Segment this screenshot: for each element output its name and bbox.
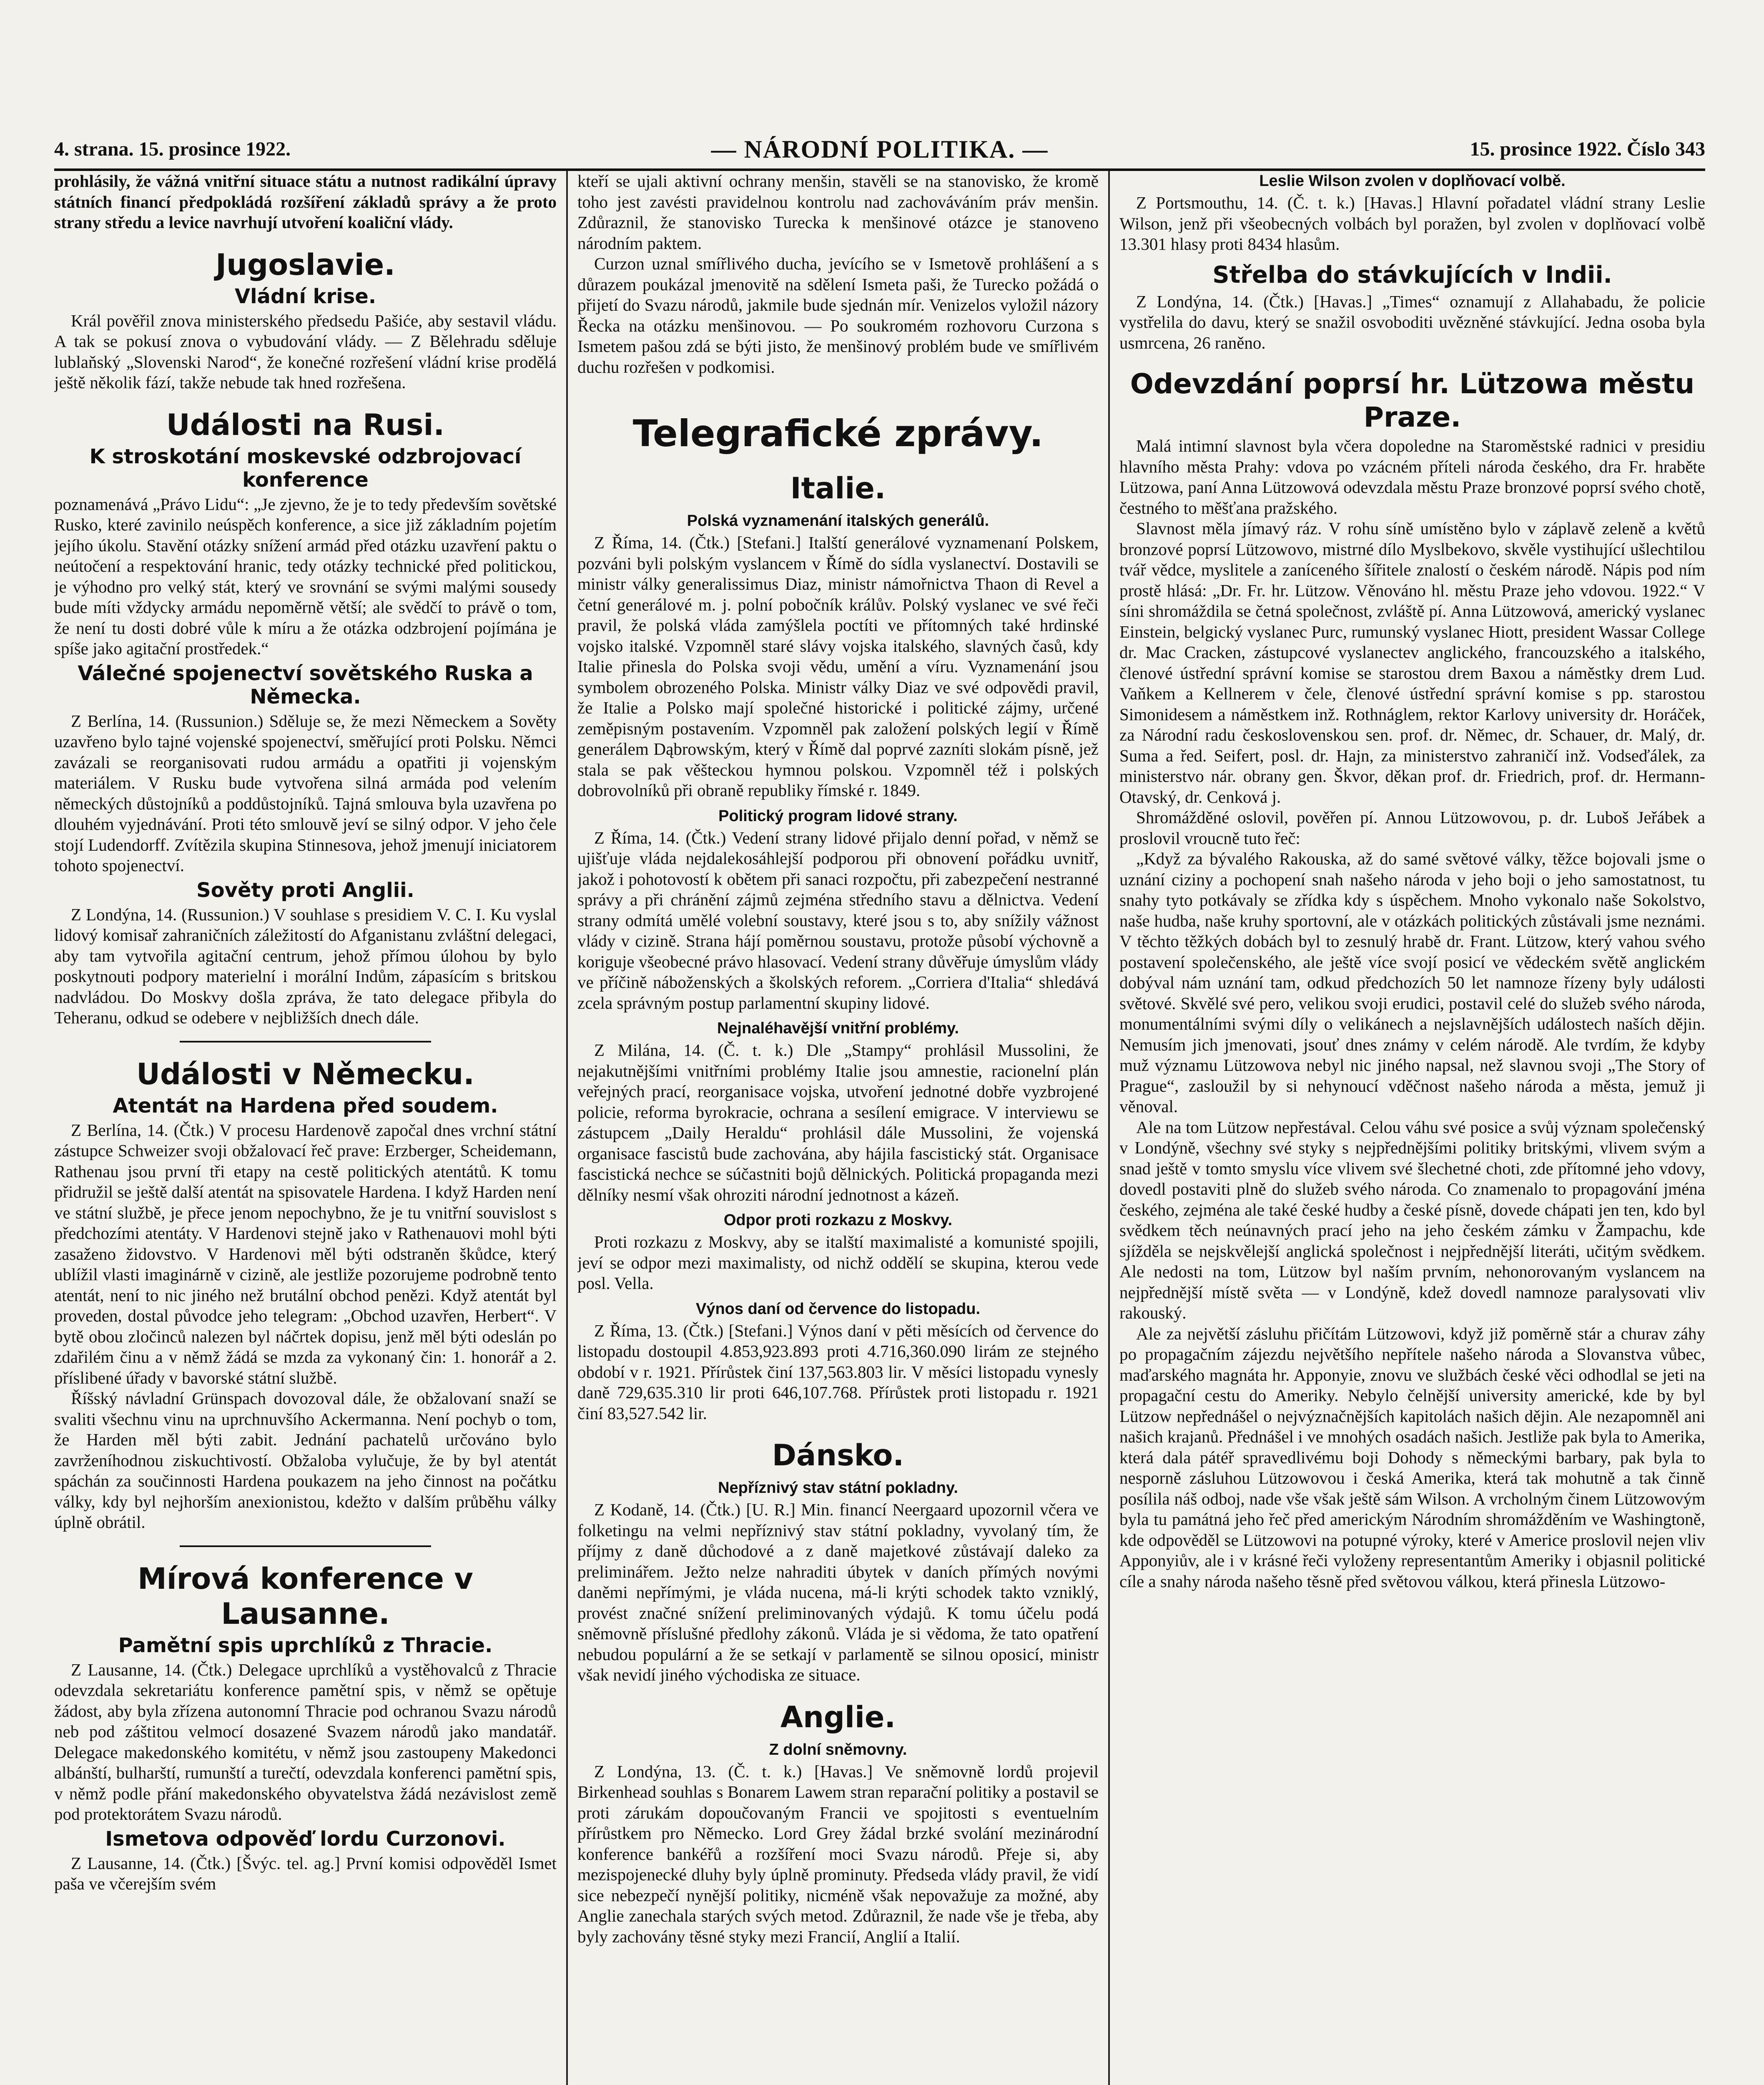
article-title-leslie-wilson: Leslie Wilson zvolen v doplňovací volbě. [1259, 172, 1566, 190]
article-title-vnitrni-problemy: Nejnaléhavější vnitřní problémy. [717, 1020, 959, 1037]
article-title-odzbrojovaci-konference: K stroskotání moskevské odzbrojovací konference [89, 445, 522, 492]
column-2 [577, 171, 1099, 2085]
column-divider-1 [566, 171, 568, 2085]
article-title-strelba-indie: Střelba do stávkujících v Indii. [1212, 261, 1612, 289]
article-paragraph: Z Milána, 14. (Č. t. k.) Dle „Stampy“ prohlásil Mussolini, že nejakutnějšími vnitřními problémy Italie jsou amnestie, racionelní plán veřejných prací, reorganisace vojska, utvoření jednotné dobře vyzbrojené policie, reforma byrokracie, ochrana a sesílení emigrace. V interviewu se zástupcem „Daily Heraldu“ prohlásil dále Mussolini, že vojenská organisace fascistů bude zachována, aby hájila fascistický stát. Organisace fascistická nechce se súčastniti bojů dělnických. Politická propaganda mezi dělníky nesmí však ohroziti národní jednotnost a kázeň. [577, 1040, 1099, 1204]
section-title-italie: Italie. [790, 471, 886, 505]
article-continuation: prohlásily, že vážná vnitřní situace státu a nutnost radikální úpravy státních financí předpokládá rozšíření základů správy a že proto strany středu a levice navrhují utvoření koaliční vlády. [54, 171, 557, 232]
section-title-anglie: Anglie. [780, 1700, 896, 1734]
article-paragraph: Z Kodaně, 14. (Čtk.) [U. R.] Min. financí Neergaard upozornil včera ve folketingu na velmi nepříznivý stav státní pokladny, vyvolaný tím, že příjmy z daně důchodové a z daně majetkové zůstávají daleko za preliminářem. Ježto nelze nahraditi úbytek v daních přímých novými daněmi nepřímými, je vláda nucena, má-li krýti schodek takto vzniklý, provést značné snížení preliminovaných výdajů. K tomu účelu podá sněmovně příslušné předlohy zákonů. Vláda je si vědoma, že tato opatření nebudou populární a že se setkají v parlamentě se silnou oposicí, ministr však nevidí jiného východiska ze situace. [577, 1500, 1099, 1684]
column-1 [54, 171, 557, 2085]
article-paragraph: Proti rozkazu z Moskvy, aby se italští maximalisté a komunisté spojili, jeví se odpor mezi maximalisty, od nichž oddělí se skupina, kterou vede posl. Vella. [577, 1232, 1099, 1293]
article-paragraph: Z Londýna, 13. (Č. t. k.) [Havas.] Ve sněmovně lordů projevil Birkenhead souhlas s Bonarem Lawem stran reparační politiky a postavil se proti zárukám dopoučovaným Francii ve spojitosti s eventuelním přírůstkem pro Německo. Lord Grey žádal brzké svolání mezinárodní konference bankéřů a rozšíření moci Svazu národů. Přeje si, aby mezispojenecké dluhy byly úplně prominuty. Předseda vlády pravil, že vidí sice nebezpečí nynější politiky, nicméně však nepovažuje za možné, aby Anglie zanechala starých svých metod. Zdůraznil, že nade vše je třeba, aby byly zachovány těsné styky mezi Francií, Anglií a Italií. [577, 1761, 1099, 1946]
article-paragraph: Z Říma, 14. (Čtk.) [Stefani.] Italští generálové vyznamenaní Polskem, pozváni byli polským vyslancem v Římě do sídla vyslanectví. Dostavili se ministr války generalissimus Diaz, ministr námořnictva Thaon di Revel a četní generálové m. j. polní pobočník králův. Polský vyslanec ve své řeči pravil, že polská vláda zamýšlela poctíti ve přítomných také hrdinské vojsko italské. Vzpomněl staré slávy vojska italského, slavných časů, kdy Italie přinesla do Polska svoji vědu, umění a víru. Vyznamenání jsou symbolem obrozeného Polska. Ministr války Diaz ve své odpovědi pravil, že Italie a Polsko mají společné historické i politické zájmy, určené zeměpisným postavením. Vzpomněl pak založení polských legií v Římě generálem Dąbrowským, který v Římě dal poprvé zazníti slokám písně, jež stala se pak věšteckou hymnou polskou. Vzpomněl též i polských dobrovolníků při obraně republiky římské r. 1849. [577, 533, 1099, 800]
header-issue-date: 15. prosince 1922. Číslo 343 [1470, 138, 1705, 160]
article-title-atentat-na-hardena: Atentát na Hardena před soudem. [113, 1094, 498, 1118]
article-continuation: kteří se ujali aktivní ochrany menšin, stavěli se na stanovisko, že kromě toho jest zavésti pravidelnou kontrolu nad zachováváním práv menšin. Zdůraznil, že stanovisko Turecka k menšinové otázce je stanoveno národním paktem. [577, 171, 1099, 253]
article-paragraph: Z Berlína, 14. (Russunion.) Sděluje se, že mezi Německem a Sověty uzavřeno bylo tajné vojenské spojenectví, směřující proti Polsku. Němci zavázali se reorganisovati rudou armádu a opatřiti ji vojenským materiálem. V Rusku bude vytvořena silná armáda pod velením německých důstojníků a poddůstojníků. Tajná smlouva byla uzavřena po dlouhém vyjednávání. Proti této smlouvě jeví se silný odpor. V jeho čele stojí Ludendorff. Zvítězila skupina Stinnesova, jehož jmenují iniciatorem tohoto spojenectví. [54, 711, 557, 875]
article-paragraph: Z Londýna, 14. (Russunion.) V souhlase s presidiem V. C. I. Ku vyslal lidový komisař zahraničních záležitostí do Afganistanu zvláštní delegaci, aby tam vytvořila agitační centrum, jehož přímou úlohou by bylo poskytnouti podpory materielní i morální Indům, zápasícím s britskou nadvládou. Do Moskvy došla zpráva, že tato delegace přibyla do Teheranu, odkud se odebere v nejbližších dnech dále. [54, 904, 557, 1027]
article-title-ismetova-odpoved: Ismetova odpověď lordu Curzonovi. [105, 1827, 506, 1851]
article-title-valecne-spojenectvi: Válečné spojenectví sovětského Ruska a Německa. [78, 661, 533, 708]
article-title-pametni-spis: Pamětní spis uprchlíků z Thracie. [118, 1633, 493, 1657]
section-title-dansko: Dánsko. [772, 1438, 904, 1472]
header-page-number: 4. strana. 15. prosince 1922. [54, 138, 291, 160]
page-header [54, 138, 1705, 167]
article-paragraph: Z Berlína, 14. (Čtk.) V procesu Hardenově započal dnes vrchní státní zástupce Schweizer svoji obžalovací řeč prave: Erzberger, Scheidemann, Rathenau jsou první tři etapy na cestě politických atentátů. K tomu přidružil se ještě další atentát na spisovatele Hardena. I když Harden není ve státní službě, je přece jenom nepochybno, že je tu vnitřní souvislost s předchozími atentáty. V Hardenovi stejně jako v Rathenauovi mohl býti zasaženo židovstvo. V Hardenovi měl býti odstraněn škůdce, který ublížil vlasti imaginárně v cizině, ale jestliže pozorujeme podrobně tento atentát, není to nic jiného než brutální obchod penězi. Když atentát byl proveden, dostal původce jeho telegram: „Obchod uzavřen, Herbert“. V bytě obou zločinců nalezen byl náčrtek dopisu, jenž měl býti odeslán po zdařilém činu a v němž žádá se mzda za vykonaný čin: 1. honorář a 2. příslibené úřady v bavorské státní službě. [54, 1120, 557, 1387]
section-title-nemecko: Události v Německu. [136, 1057, 474, 1091]
article-paragraph: Z Říma, 14. (Čtk.) Vedení strany lidové přijalo denní pořad, v němž se ujišťuje vláda nejdalekosáhlejší podporou při obnovení pořádku uvnitř, jakož i pohotovostí k obětem při sanaci rozpočtu, při zabezpečení nestranné správy a při chránění zájmů zejména středního stavu a dělnictva. Vedení strany odmítá umělé volební soustavy, které jsou s to, aby snížily vážnost vlády v cizině. Strana hájí poměrnou soustavu, protože působí výchovně a koriguje všeobecné právo hlasovací. Vedení strany důvěřuje úmyslům vlády ve příčině náboženských a školských reforem. „Corriera d'Italia“ shledává zcela správným postup parlamentní skupiny lidové. [577, 828, 1099, 1012]
column-3 [1119, 171, 1705, 2085]
article-title-sovety-proti-anglii: Sověty proti Anglii. [196, 878, 414, 902]
article-paragraph: Curzon uznal smířlivého ducha, jevícího se v Ismetově prohlášení a s důrazem poukázal jmenovitě na sdělení Ismeta paši, že Turecko požádá o přijetí do Svazu národů, jakmile bude sjednán mír. Venizelos vyložil názory Řecka na otázku menšinovou. — Po soukromém rozhovoru Curzona s Ismetem pašou zdá se býti jisto, že menšinový problém bude ve smířlivém duchu rozřešen v podkomisi. [577, 254, 1099, 377]
article-title-politicky-program: Politický program lidové strany. [718, 807, 958, 825]
article-paragraph: Říšský návladní Grünspach dovozoval dále, že obžalovaní snaží se svaliti všechnu vinu na uprchnuvšího Ackermanna. Není pochyb o tom, že Harden měl býti zabit. Jednání pachatelů určováno bylo zavrženíhodnou ziskuchtivostí. Obžaloba vylučuje, že by byl atentát spáchán za součinnosti Hardena poukazem na jeho činnost na počátku války, kdy byl nejhorším anexionistou, kdežto v dalším průběhu války úplně obrátil. [54, 1389, 557, 1532]
masthead-title: — NÁRODNÍ POLITIKA. — [711, 136, 1049, 163]
article-paragraph: Malá intimní slavnost byla včera dopoledne na Staroměstské radnici v presidiu hlavního města Prahy: vdova po vzácném příteli národa českého, dra Fr. hraběte Lützowa, paní Anna Lützowová odevzdala městu Praze bronzové poprsí svého chotě, čestného to měšťana pražského. [1119, 436, 1705, 517]
article-paragraph: Z Londýna, 14. (Čtk.) [Havas.] „Times“ oznamují z Allahabadu, že policie vystřelila do davu, který se snažil osvoboditi uvězněné stávkující. Jedna osoba byla usmrcena, 26 raněno. [1119, 291, 1705, 352]
article-title-dolni-snemovna: Z dolní sněmovny. [769, 1741, 907, 1758]
column-divider-2 [1108, 171, 1110, 2085]
article-title-vynos-dani: Výnos daní od července do listopadu. [695, 1300, 981, 1318]
section-divider [180, 1545, 431, 1547]
section-title-rus: Události na Rusi. [166, 407, 445, 442]
article-title-odpor-proti-rozkazu: Odpor proti rozkazu z Moskvy. [723, 1211, 953, 1229]
section-title-jugoslavie: Jugoslavie. [216, 247, 395, 282]
article-paragraph: Ale za největší zásluhu přičítám Lützowovi, když již poměrně stár a churav záhy po propagačním zájezdu největšího nepřítele našeho národa a Slovanstva vůbec, maďarského magnáta hr. Apponyie, znovu ve službách české věci odhodlal se jeti na propagační cestu do Ameriky. Nebylo čelnější university americké, kde by byl Lützow nepřednášel o nejvýznačnějších kapitolách našich dějin. Ale nezapomněl ani našich krajanů. Přednášel i ve mnohých osadách našich. Jestliže pak byla to Amerika, která dala pátéř spravedlivému boji Dohody s německými barbary, pak byla to nesporně zásluhou Lützowovou i česká Amerika, která tak mohutně a tak činně posílila náš odboj, nade vše však ještě sám Wilson. A vrcholným činem Lützowovým byla tu památná jeho řeč před americkým Národním shromážděním ve Washingtoně, kde odpověděl se Lützowovi na potupné výroky, které v Americe proslovil nejen vliv Apponyiův, ale i v krásné řeči vyloženy representantům Ameriky i objasnil politické cíle a snahy národa našeho těsně před světovou válkou, která přinesla Lützowo- [1119, 1324, 1705, 1591]
article-title-polska-vyznamenani: Polská vyznamenání italských generálů. [687, 512, 989, 530]
article-paragraph: „Když za bývalého Rakouska, až do samé světové války, těžce bojovali jsme o uznání ciziny a pochopení snah našeho národa v jeho boji o jeho samostatnost, tu snahy tyto potkávaly se zřídka kdy s úspěchem. Mnoho vykonalo naše Sokolstvo, naše hudba, naše kruhy sportovní, ale v otázkách politických zůstávali jsme neznámi. V těchto těžkých dobách byl to zesnulý hrabě dr. Frant. Lützow, který vahou svého postavení společenského, ale ještě více svojí posicí ve vědeckém světě anglickém dobýval nám uznání tam, odkud předchozích 50 let namnoze řízeny byly události světové. Skvělé své pero, velikou svoji erudici, postavil celé do služeb svého národa, monumentálními svými díly o velikánech a nejslavnějších událostech naších dějin. Nemusím jich jmenovati, jsouť dnes známy v celém národě. Ale tvrdím, že kdyby muž významu Lützowova nebyl nic jiného napsal, než slavnou svoji „The Story of Prague“, zasloužil by si nehynoucí vděčnost našeho národa a města, jemuž ji věnoval. [1119, 849, 1705, 1116]
article-paragraph: Z Říma, 13. (Čtk.) [Stefani.] Výnos daní v pěti měsících od července do listopadu dostoupil 4.853,923.893 proti 4.716,360.090 lirám ze stejného období v r. 1921. Přírůstek činí 137,563.803 lir. V měsíci listopadu vynesly daně 729,635.310 lir proti 646,107.768. Přírůstek proti listopadu r. 1921 činí 83,527.542 lir. [577, 1321, 1099, 1423]
article-paragraph: Z Lausanne, 14. (Čtk.) Delegace uprchlíků a vystěhovalců z Thracie odevzdala sekretariátu konference pamětní spis, v němž se opětuje žádost, aby byla zřízena autonomní Thracie pod ochranou Svazu národů neb pod záštitou velmocí dosazené Svazem národů jako mandatář. Delegace makedonského komitétu, v němž jsou zastoupeny Makedonci albánští, bulharští, rumunští a turečtí, odevzdala konferenci pamětní spis, v němž podle přání makedonského obyvatelstva žádá nezávislost země pod protektorátem Svazu národů. [54, 1660, 557, 1824]
article-paragraph: Ale na tom Lützow nepřestával. Celou váhu své posice a svůj význam společenský v Londýně, všechny své styky s nejpřednějšími politiky britskými, vlivem svým a snad ještě v tomto smyslu více vlivem své šlechetné choti, zde přítomné jeho vdovy, dovedl postaviti plně do služeb svého národa. Co znamenalo to propagování jména českého, zejména ale také české hudby a české písně, dovede chápati jen ten, kdo byl svědkem těch neúnavných prací jeho na jeho českém zámku v Žampachu, kde sjížděla se nejskvělejší anglická společnost i nejpřednější literáti, učitým svědkem. Ale nedosti na tom, Lützow byl naším prvním, nehonorovaným vyslancem na nejpřednější místě světa — v Londýně, kdež dovedl namnoze paralysovati vliv rakouský. [1119, 1117, 1705, 1322]
article-paragraph: Král pověřil znova ministerského předsedu Pašiće, aby sestavil vládu. A tak se pokusí znova o vybudování vlády. — Z Bělehradu sděluje lublaňský „Slovenski Narod“, že konečné rozřešení vládní krise prodělá ještě několik fází, takže nebude tak hned rozřešena. [54, 311, 557, 392]
article-paragraph: Shromážděné oslovil, pověřen pí. Annou Lützowovou, p. dr. Luboš Jeřábek a proslovil vroucně tuto řeč: [1119, 808, 1705, 848]
section-banner-telegraficke-zpravy: Telegrafické zprávy. [632, 412, 1044, 455]
article-title-lutzow: Odevzdání poprsí hr. Lützowa městu Praze. [1130, 368, 1695, 433]
article-paragraph: poznamenává „Právo Lidu“: „Je zjevno, že je to tedy především sovětské Rusko, které zavinilo neúspěch konference, a sice již základním pojetím jejího úkolu. Stavění otázky snížení armád před otázku uzavření paktu o neútočení a respektování hranic, tedy otázky technické před politickou, je výhodno pro velký stát, který ve srovnání se svými malými sousedy bude míti vždycky armádu nepoměrně větší; ale svědčí to právě o tom, že není tu dosti dobré vůle k míru a že otázka odzbrojení pojímána je spíše jako agitační prostředek.“ [54, 494, 557, 658]
section-divider [180, 1041, 431, 1042]
article-paragraph: Z Portsmouthu, 14. (Č. t. k.) [Havas.] Hlavní pořadatel vládní strany Leslie Wilson, jenž při všeobecných volbách byl poražen, byl zvolen v doplňovací volbě 13.301 hlasy proti 8434 hlasům. [1119, 193, 1705, 254]
article-title-vladni-krise: Vládní krise. [234, 284, 376, 308]
section-title-lausanne: Mírová konference v Lausanne. [138, 1561, 473, 1631]
article-title-statni-pokladna: Nepříznivý stav státní pokladny. [718, 1479, 958, 1497]
article-paragraph: Z Lausanne, 14. (Čtk.) [Švýc. tel. ag.] První komisi odpověděl Ismet paša ve včerejším svém [54, 1853, 557, 1893]
article-paragraph: Slavnost měla jímavý ráz. V rohu síně umístěno bylo v záplavě zeleně a květů bronzové poprsí Lützowovo, mistrné dílo Myslbekovo, skvěle vystihující ušlechtilou tvář vědce, myslitele a zaníceného šířitele znalostí o českém národě. Nápis pod ním prostě hlásá: „Dr. Fr. hr. Lützow. Věnováno hl. městu Praze jeho vdovou. 1922.“ V síni shromáždila se četná společnost, zvláště pí. Anna Lützowová, americký vyslanec Einstein, belgický vyslanec Purc, rumunský vyslanec Hiott, president Wassar College dr. Mac Cracken, zástupcové vyslanectev anglického, francouzského a italského, členové ústřední správní komise se starostou drem Baxou a náměstky drem Lud. Vaňkem a Kellnerem v čele, členové ústřední správní komise s pp. starostou Simonidesem a náměstkem inž. Rothnáglem, rektor Karlovy university dr. Horáček, za Národní radu československou sen. prof. dr. Němec, dr. Schauer, dr. Malý, dr. Suma a řed. Seifert, posl. dr. Hajn, za ministerstvo zahraničí inž. Vodseďálek, za ministerstvo nár. obrany gen. Škvor, děkan prof. dr. Friedrich, prof. dr. Hermann-Otavský, dr. Cenková j. [1119, 519, 1705, 806]
